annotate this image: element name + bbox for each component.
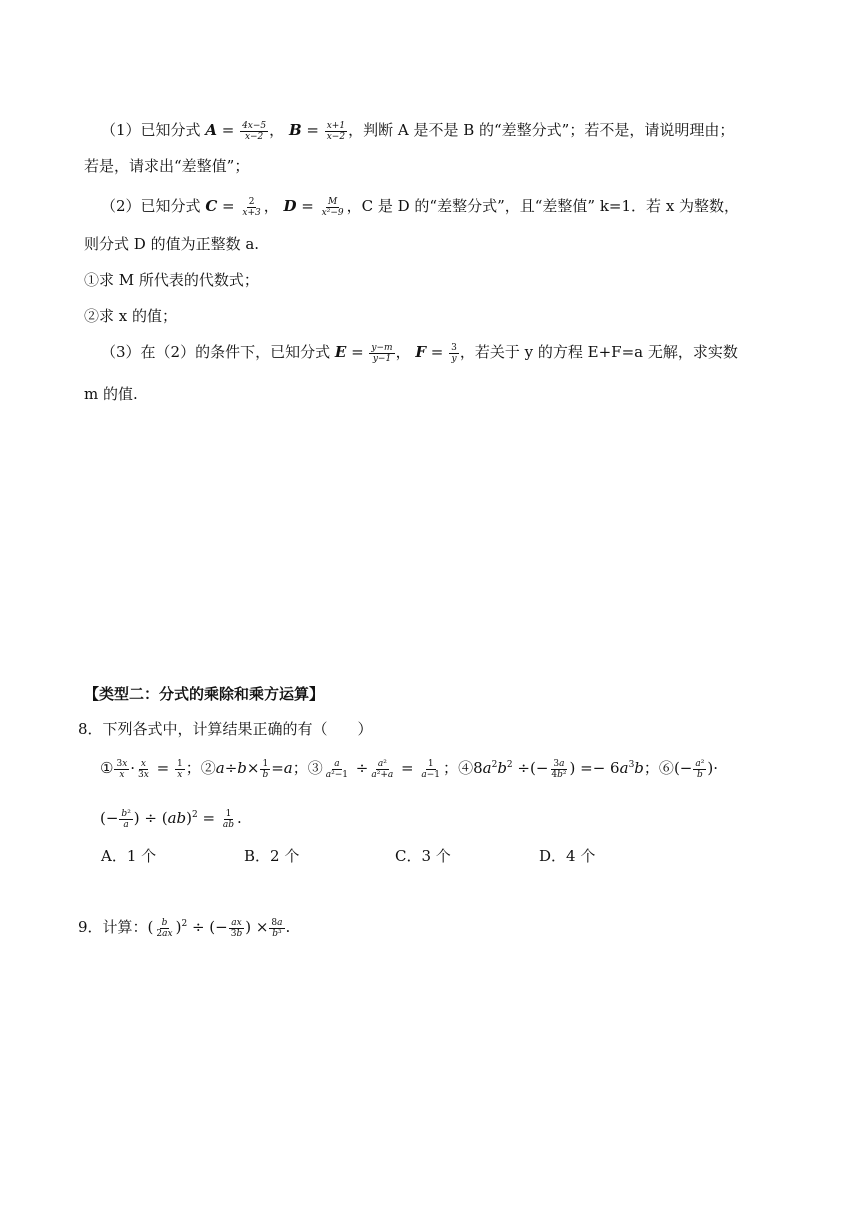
- p7-part2-q1: ①求 M 所代表的代数式；: [84, 271, 259, 289]
- p9-line: [78, 917, 290, 939]
- p8-item1: ① $\frac{3x}{x}$ · $\frac{x}{3x}$ = $\frac{1}{x}$ ；: [100, 758, 201, 780]
- p8-item3: ③ $\frac{a}{\text{a²−1}}$ ÷ $\frac{\text{a²}}{\text{a²+a}}$ = $\frac{1}{a-1}$ ；: [307, 758, 459, 780]
- formula-C-D: C = $\frac{2}{x+3}$ ， D = $\frac{M}{\text{x²−9}}$: [205, 196, 344, 218]
- p8-option-a: A．1 个: [101, 847, 157, 865]
- p7-part3-line2: m 的值.: [84, 385, 138, 403]
- p7-part2-q2: ②求 x 的值；: [84, 307, 177, 325]
- p8-item4: $④8a^2b^2$ ÷(− $\frac{3a}{\text{4b²}}$ ) =− $6a^3b$；: [458, 758, 659, 780]
- p7-part3-tail: ，若关于 y 的方程 E+F=a 无解，求实数: [459, 343, 738, 361]
- p8-item2: ②a÷b× $\frac{1}{b}$ =a；: [200, 758, 308, 780]
- formula-E-F: E = $\frac{y-m}{y-1}$ ， F = $\frac{3}{y}$: [334, 342, 457, 364]
- p7-part1-line1: [101, 120, 734, 142]
- p8-option-d: D．4 个: [539, 847, 596, 865]
- p7-part2-line1: [101, 196, 739, 218]
- p7-part2-label: （2）已知分式: [101, 197, 201, 215]
- p8-items-line2: (− $\frac{\text{b²}}{a}$ ) ÷ (ab)$^2$ = $\frac{1}{ab}$ .: [100, 808, 242, 830]
- p7-part1-line2: 若是，请求出“差整值”；: [84, 157, 250, 175]
- p8-option-b: B．2 个: [244, 847, 300, 865]
- p7-part3-label: （3）在（2）的条件下，已知分式: [101, 343, 331, 361]
- p9-stem: 9．计算：: [78, 918, 148, 936]
- p8-items-line1: [100, 758, 718, 780]
- p7-part2-line2: 则分式 D 的值为正整数 a.: [84, 235, 260, 253]
- formula-A: A = $\frac{4x-5}{x-2}$ ， B = $\frac{x+1}{x-2}$: [205, 120, 346, 142]
- p8-stem: 8．下列各式中，计算结果正确的有（ ）: [78, 720, 373, 738]
- p7-part1-label: （1）已知分式: [101, 121, 201, 139]
- section-heading: 【类型二：分式的乘除和乘方运算】: [84, 685, 325, 703]
- p8-item6: ⑥(− $\frac{\text{a²}}{b}$ )·: [658, 758, 718, 780]
- p9-expression: ( $\frac{b}{2ax}$ )$^2$ ÷ (− $\frac{ax}{3b}$ ) × $\frac{8a}{\text{b³}}$ .: [147, 917, 291, 939]
- p7-part2-tail: ，C 是 D 的“差整分式”，且“差整值” k=1．若 x 为整数，: [346, 197, 740, 215]
- p7-part1-tail: ，判断 A 是不是 B 的“差整分式”；若不是，请说明理由；: [348, 121, 735, 139]
- p7-part3-line1: [101, 342, 738, 364]
- p8-option-c: C．3 个: [395, 847, 451, 865]
